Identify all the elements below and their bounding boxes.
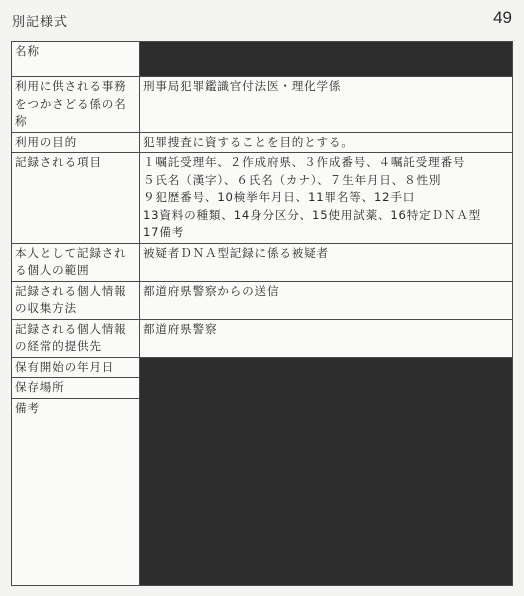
row-value: 犯罪捜査に資することを目的とする。 [140, 132, 513, 153]
recorded-items-line: １嘱託受理年、２作成府県、３作成番号、４嘱託受理番号 [143, 155, 466, 169]
recorded-items-line: ５氏名（漢字）、６氏名（カナ）、７生年月日、８性別 [143, 172, 442, 187]
row-label: 備考 [12, 398, 140, 586]
table-row-collection-method [12, 281, 513, 319]
recorded-items-line: 13資料の種類、14身分区分、15使用試薬、16特定ＤＮＡ型 [143, 207, 482, 222]
redacted-value [140, 357, 513, 586]
row-label: 名称 [12, 42, 140, 77]
row-label: 本人として記録される個人の範囲 [12, 243, 140, 281]
recorded-items-line: 17備考 [143, 225, 185, 239]
table-row-purpose [12, 132, 513, 153]
table-row-recorded-items [12, 153, 513, 244]
row-label: 利用の目的 [12, 132, 140, 153]
row-value: 都道府県警察 [140, 319, 513, 357]
record-form-table [11, 41, 513, 586]
row-label: 記録される項目 [12, 153, 140, 244]
recorded-items-line: ９犯歴番号、10検挙年月日、11罪名等、12手口 [143, 190, 416, 204]
row-value: 被疑者ＤＮＡ型記録に係る被疑者 [140, 243, 513, 281]
redacted-value [140, 42, 513, 77]
row-label: 保有開始の年月日 [12, 357, 140, 378]
table-row-recipient [12, 319, 513, 357]
page-number: 49 [493, 8, 512, 27]
row-label: 記録される個人情報の経常的提供先 [12, 319, 140, 357]
table-row-department [12, 77, 513, 133]
row-label: 保存場所 [12, 378, 140, 399]
row-value: 都道府県警察からの送信 [140, 281, 513, 319]
row-label: 利用に供される事務をつかさどる係の名称 [12, 77, 140, 133]
form-type-label: 別記様式 [12, 15, 69, 30]
row-value: 刑事局犯罪鑑識官付法医・理化学係 [140, 77, 513, 133]
table-row-start-date [12, 357, 513, 378]
row-value-list [140, 153, 513, 244]
table-row-scope [12, 243, 513, 281]
table-row-name [12, 42, 513, 77]
row-label: 記録される個人情報の収集方法 [12, 281, 140, 319]
